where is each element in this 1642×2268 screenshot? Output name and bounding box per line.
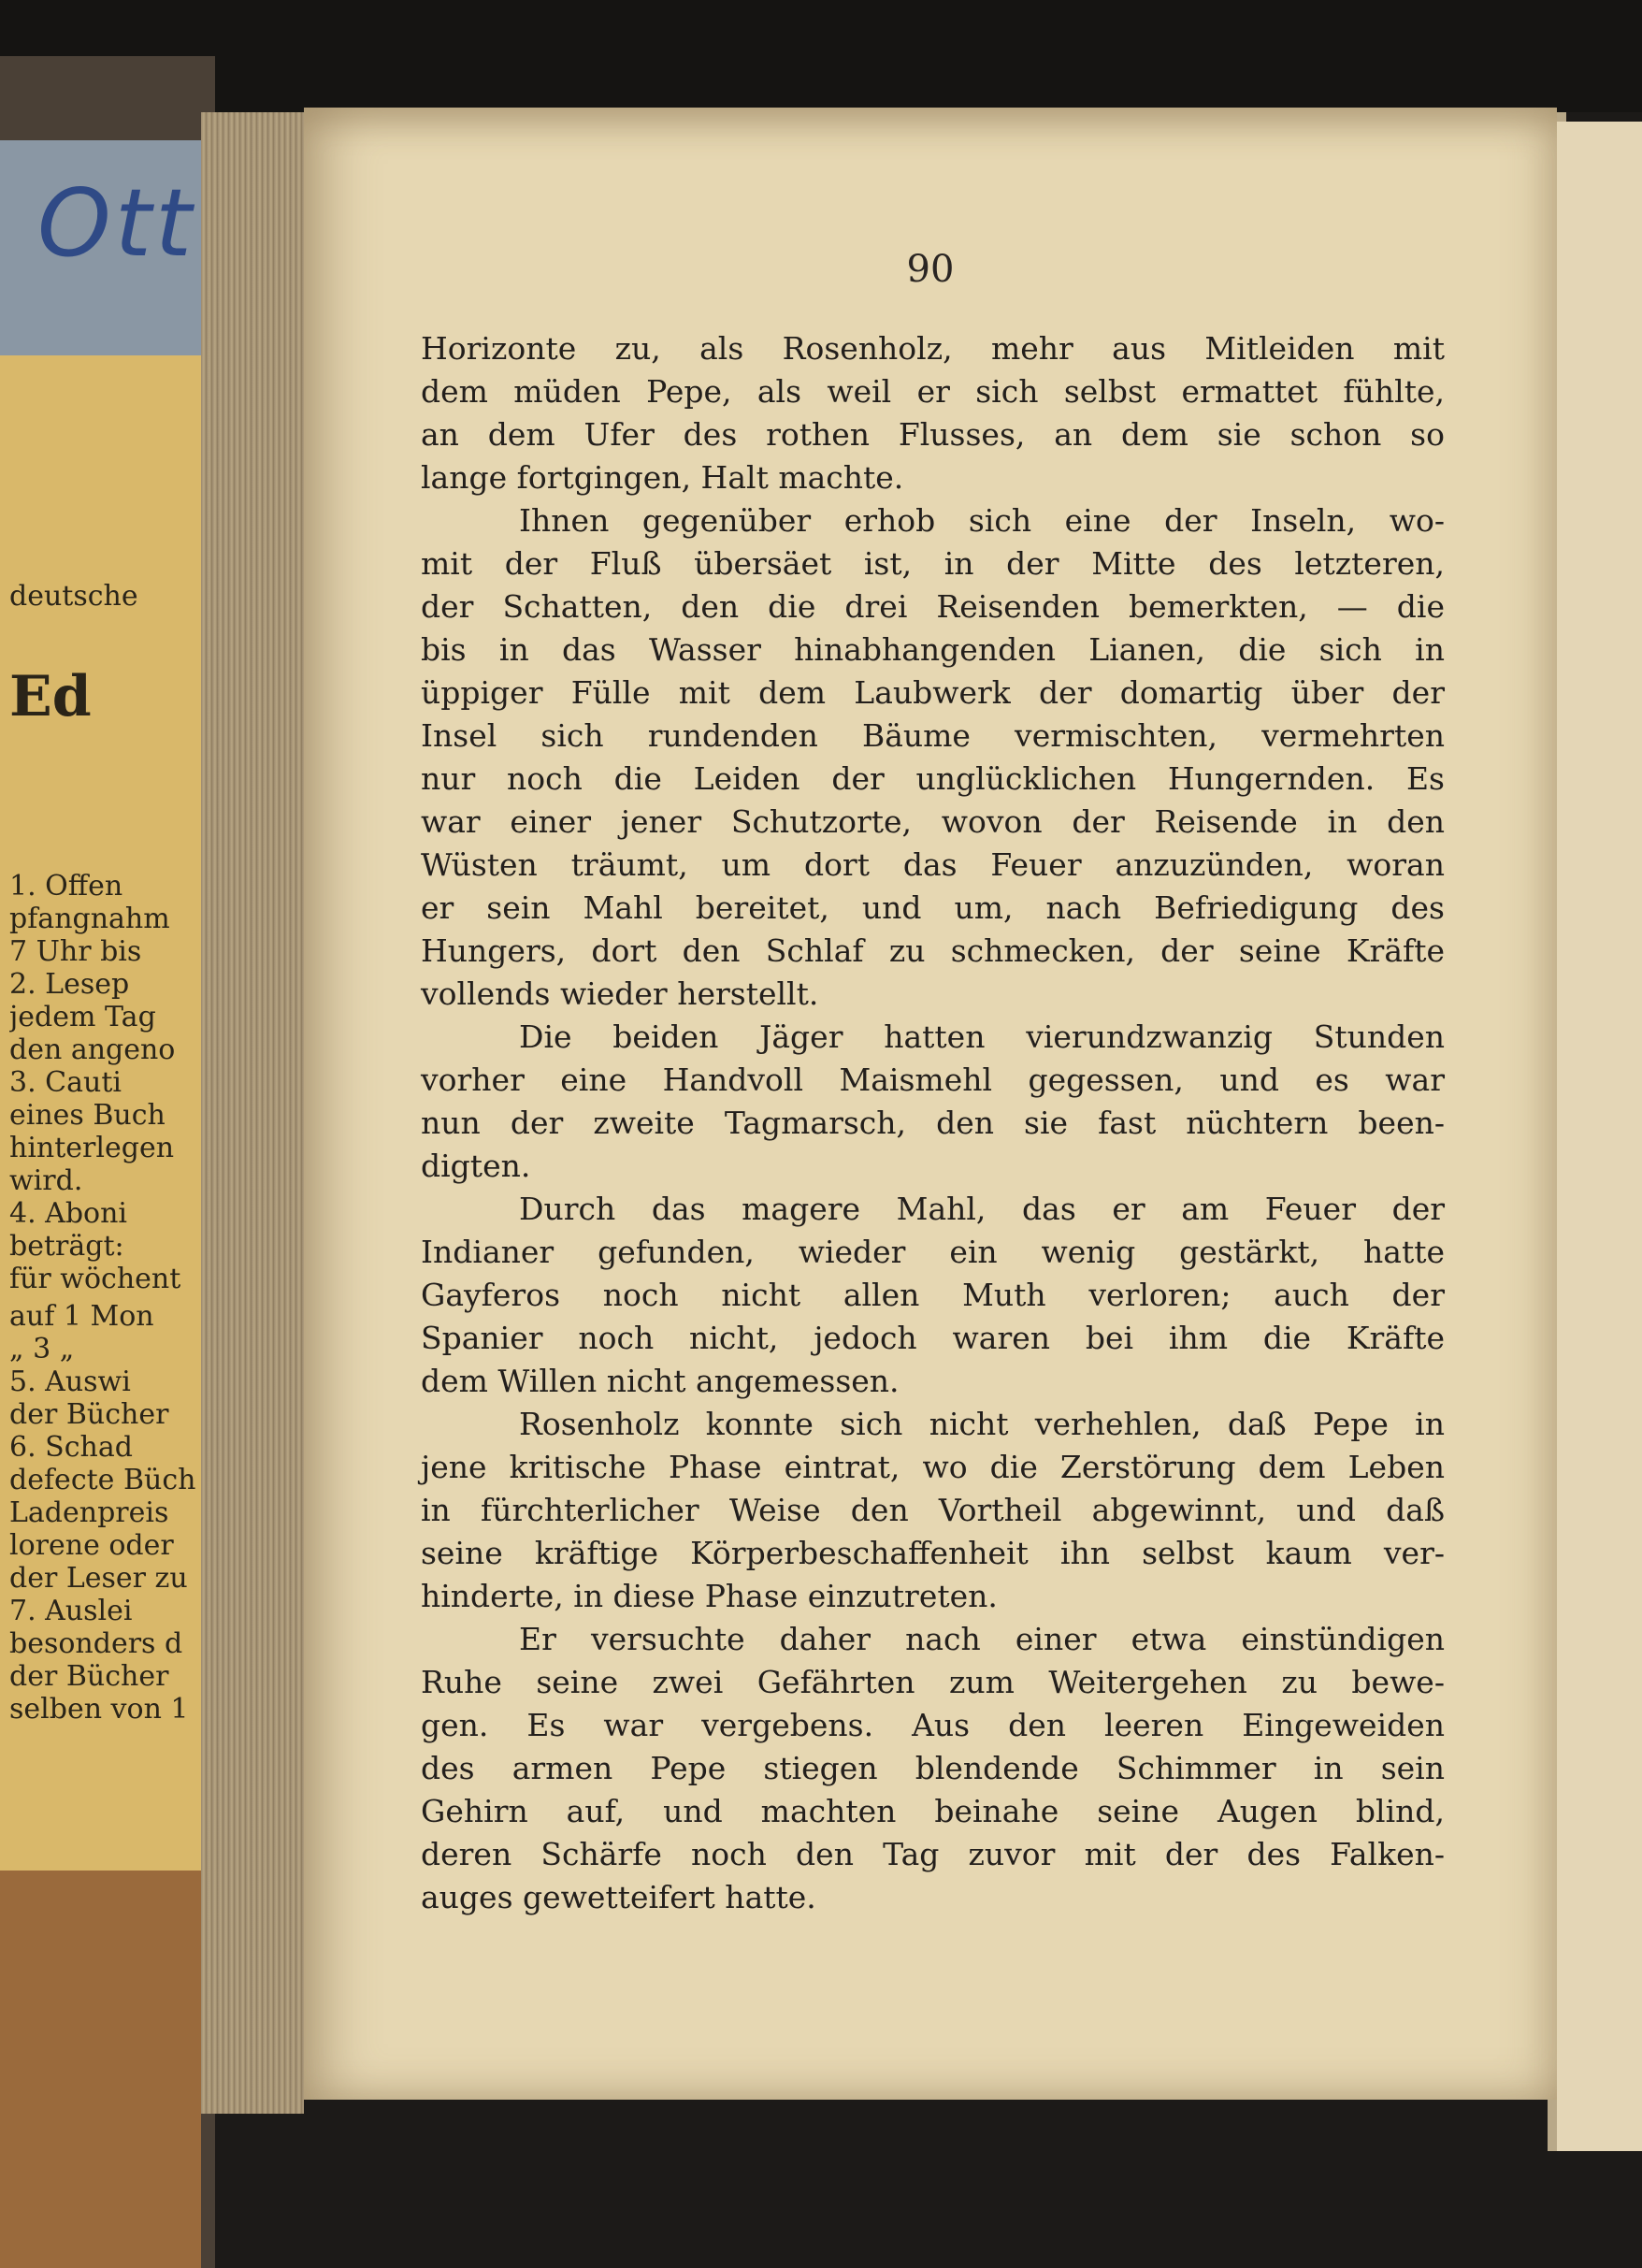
text-line: Durch das magere Mahl, das er am Feuer der bbox=[519, 1191, 1445, 1227]
text-line: in fürchterlicher Weise den Vortheil abgewinnt, und daß bbox=[421, 1492, 1445, 1528]
background-top bbox=[0, 0, 1642, 112]
text-line: des armen Pepe stiegen blendende Schimmer in sein bbox=[421, 1750, 1445, 1786]
text-line: war einer jener Schutzorte, wovon der Reisende in den bbox=[421, 803, 1445, 840]
page-number: 90 bbox=[906, 248, 955, 291]
sheet-fragment: Ladenpreis bbox=[9, 1496, 169, 1529]
sheet-fragment: der Bücher bbox=[9, 1660, 169, 1693]
text-line: deren Schärfe noch den Tag zuvor mit der des Falken- bbox=[421, 1836, 1445, 1872]
sheet-fragment: der Bücher bbox=[9, 1398, 169, 1431]
text-line: dem müden Pepe, als weil er sich selbst ermattet fühlte, bbox=[421, 373, 1445, 410]
sheet-fragment: wird. bbox=[9, 1164, 83, 1197]
facing-page bbox=[1557, 122, 1642, 2151]
text-line: Indianer gefunden, wieder ein wenig gestärkt, hatte bbox=[421, 1234, 1445, 1270]
sheet-fragment: eines Buch bbox=[9, 1099, 166, 1132]
sheet-fragment: deutsche bbox=[9, 580, 138, 613]
page-edges bbox=[201, 112, 304, 2114]
text-line: digten. bbox=[421, 1148, 531, 1184]
text-line: Gayferos noch nicht allen Muth verloren; auch der bbox=[421, 1277, 1445, 1313]
sheet-fragment: pfangnahm bbox=[9, 903, 170, 935]
text-line: dem Willen nicht angemessen. bbox=[421, 1363, 900, 1399]
text-line: Ruhe seine zwei Gefährten zum Weitergehen zu bewe- bbox=[421, 1664, 1445, 1700]
sheet-fragment: 1. Offen bbox=[9, 870, 123, 903]
sheet-fragment: 6. Schad bbox=[9, 1431, 133, 1464]
text-line: Insel sich rundenden Bäume vermischten, vermehrten bbox=[421, 717, 1445, 754]
text-line: auges gewetteifert hatte. bbox=[421, 1879, 816, 1915]
sheet-fragment: 5. Auswi bbox=[9, 1365, 131, 1398]
sheet-fragment: 7 Uhr bis bbox=[9, 935, 142, 968]
sheet-fragment: selben von 1 bbox=[9, 1693, 189, 1726]
sheet-fragment: den angeno bbox=[9, 1033, 176, 1066]
sheet-fragment: 4. Aboni bbox=[9, 1197, 128, 1230]
sheet-fragment: besonders d bbox=[9, 1627, 183, 1660]
sheet-fragment: hinterlegen bbox=[9, 1132, 175, 1164]
text-line: vorher eine Handvoll Maismehl gegessen, und es war bbox=[421, 1062, 1445, 1098]
text-line: er sein Mahl bereitet, und um, nach Befriedigung des bbox=[421, 889, 1445, 926]
sheet-fragment: lorene oder bbox=[9, 1529, 174, 1562]
text-line: Gehirn auf, und machten beinahe seine Augen blind, bbox=[421, 1793, 1445, 1829]
sheet-fragment: der Leser zu bbox=[9, 1562, 188, 1595]
text-line: jene kritische Phase eintrat, wo die Zerstörung dem Leben bbox=[421, 1449, 1445, 1485]
text-line: Spanier noch nicht, jedoch waren bei ihm die Kräfte bbox=[421, 1320, 1445, 1356]
book-cover-bottom-left bbox=[0, 1871, 201, 2268]
text-line: mit der Fluß übersäet ist, in der Mitte des letzteren, bbox=[421, 545, 1445, 582]
text-line: der Schatten, den die drei Reisenden bemerkten, — die bbox=[421, 588, 1445, 625]
text-line: gen. Es war vergebens. Aus den leeren Eingeweiden bbox=[421, 1707, 1445, 1743]
text-line: Wüsten träumt, um dort das Feuer anzuzünden, woran bbox=[421, 846, 1445, 883]
sheet-fragment: 2. Lesep bbox=[9, 968, 130, 1001]
sheet-fragment: auf 1 Mon bbox=[9, 1300, 154, 1333]
text-line: Rosenholz konnte sich nicht verhehlen, daß Pepe in bbox=[519, 1406, 1445, 1442]
text-line: an dem Ufer des rothen Flusses, an dem sie schon so bbox=[421, 416, 1445, 453]
page-text bbox=[421, 327, 1445, 1919]
text-line: vollends wieder herstellt. bbox=[421, 975, 819, 1012]
sheet-fragment: defecte Büch bbox=[9, 1464, 196, 1496]
library-rules-sheet bbox=[0, 355, 201, 1889]
handwritten-label: Ott bbox=[37, 168, 196, 278]
text-line: lange fortgingen, Halt machte. bbox=[421, 459, 904, 496]
library-label bbox=[0, 140, 201, 355]
text-line: seine kräftige Körperbeschaffenheit ihn selbst kaum ver- bbox=[421, 1535, 1445, 1571]
text-line: nur noch die Leiden der unglücklichen Hungernden. Es bbox=[421, 760, 1445, 797]
text-line: Die beiden Jäger hatten vierundzwanzig Stunden bbox=[519, 1018, 1445, 1055]
sheet-fragment: 3. Cauti bbox=[9, 1066, 122, 1099]
text-line: nun der zweite Tagmarsch, den sie fast nüchtern been- bbox=[421, 1105, 1445, 1141]
sheet-fragment: „ 3 „ bbox=[9, 1333, 75, 1365]
text-line: bis in das Wasser hinabhangenden Lianen, die sich in bbox=[421, 631, 1445, 668]
text-line: Ihnen gegenüber erhob sich eine der Inseln, wo- bbox=[519, 502, 1445, 539]
text-line: üppiger Fülle mit dem Laubwerk der domartig über der bbox=[421, 674, 1445, 711]
sheet-fragment: jedem Tag bbox=[9, 1001, 156, 1033]
text-line: Hungers, dort den Schlaf zu schmecken, der seine Kräfte bbox=[421, 932, 1445, 969]
text-line: Horizonte zu, als Rosenholz, mehr aus Mitleiden mit bbox=[421, 330, 1445, 367]
sheet-fragment: 7. Auslei bbox=[9, 1595, 133, 1627]
sheet-fragment: beträgt: bbox=[9, 1230, 124, 1263]
sheet-fragment: für wöchent bbox=[9, 1263, 181, 1295]
text-line: hinderte, in diese Phase einzutreten. bbox=[421, 1578, 998, 1614]
sheet-fragment: Ed bbox=[9, 664, 92, 730]
text-line: Er versuchte daher nach einer etwa einstündigen bbox=[519, 1621, 1445, 1657]
